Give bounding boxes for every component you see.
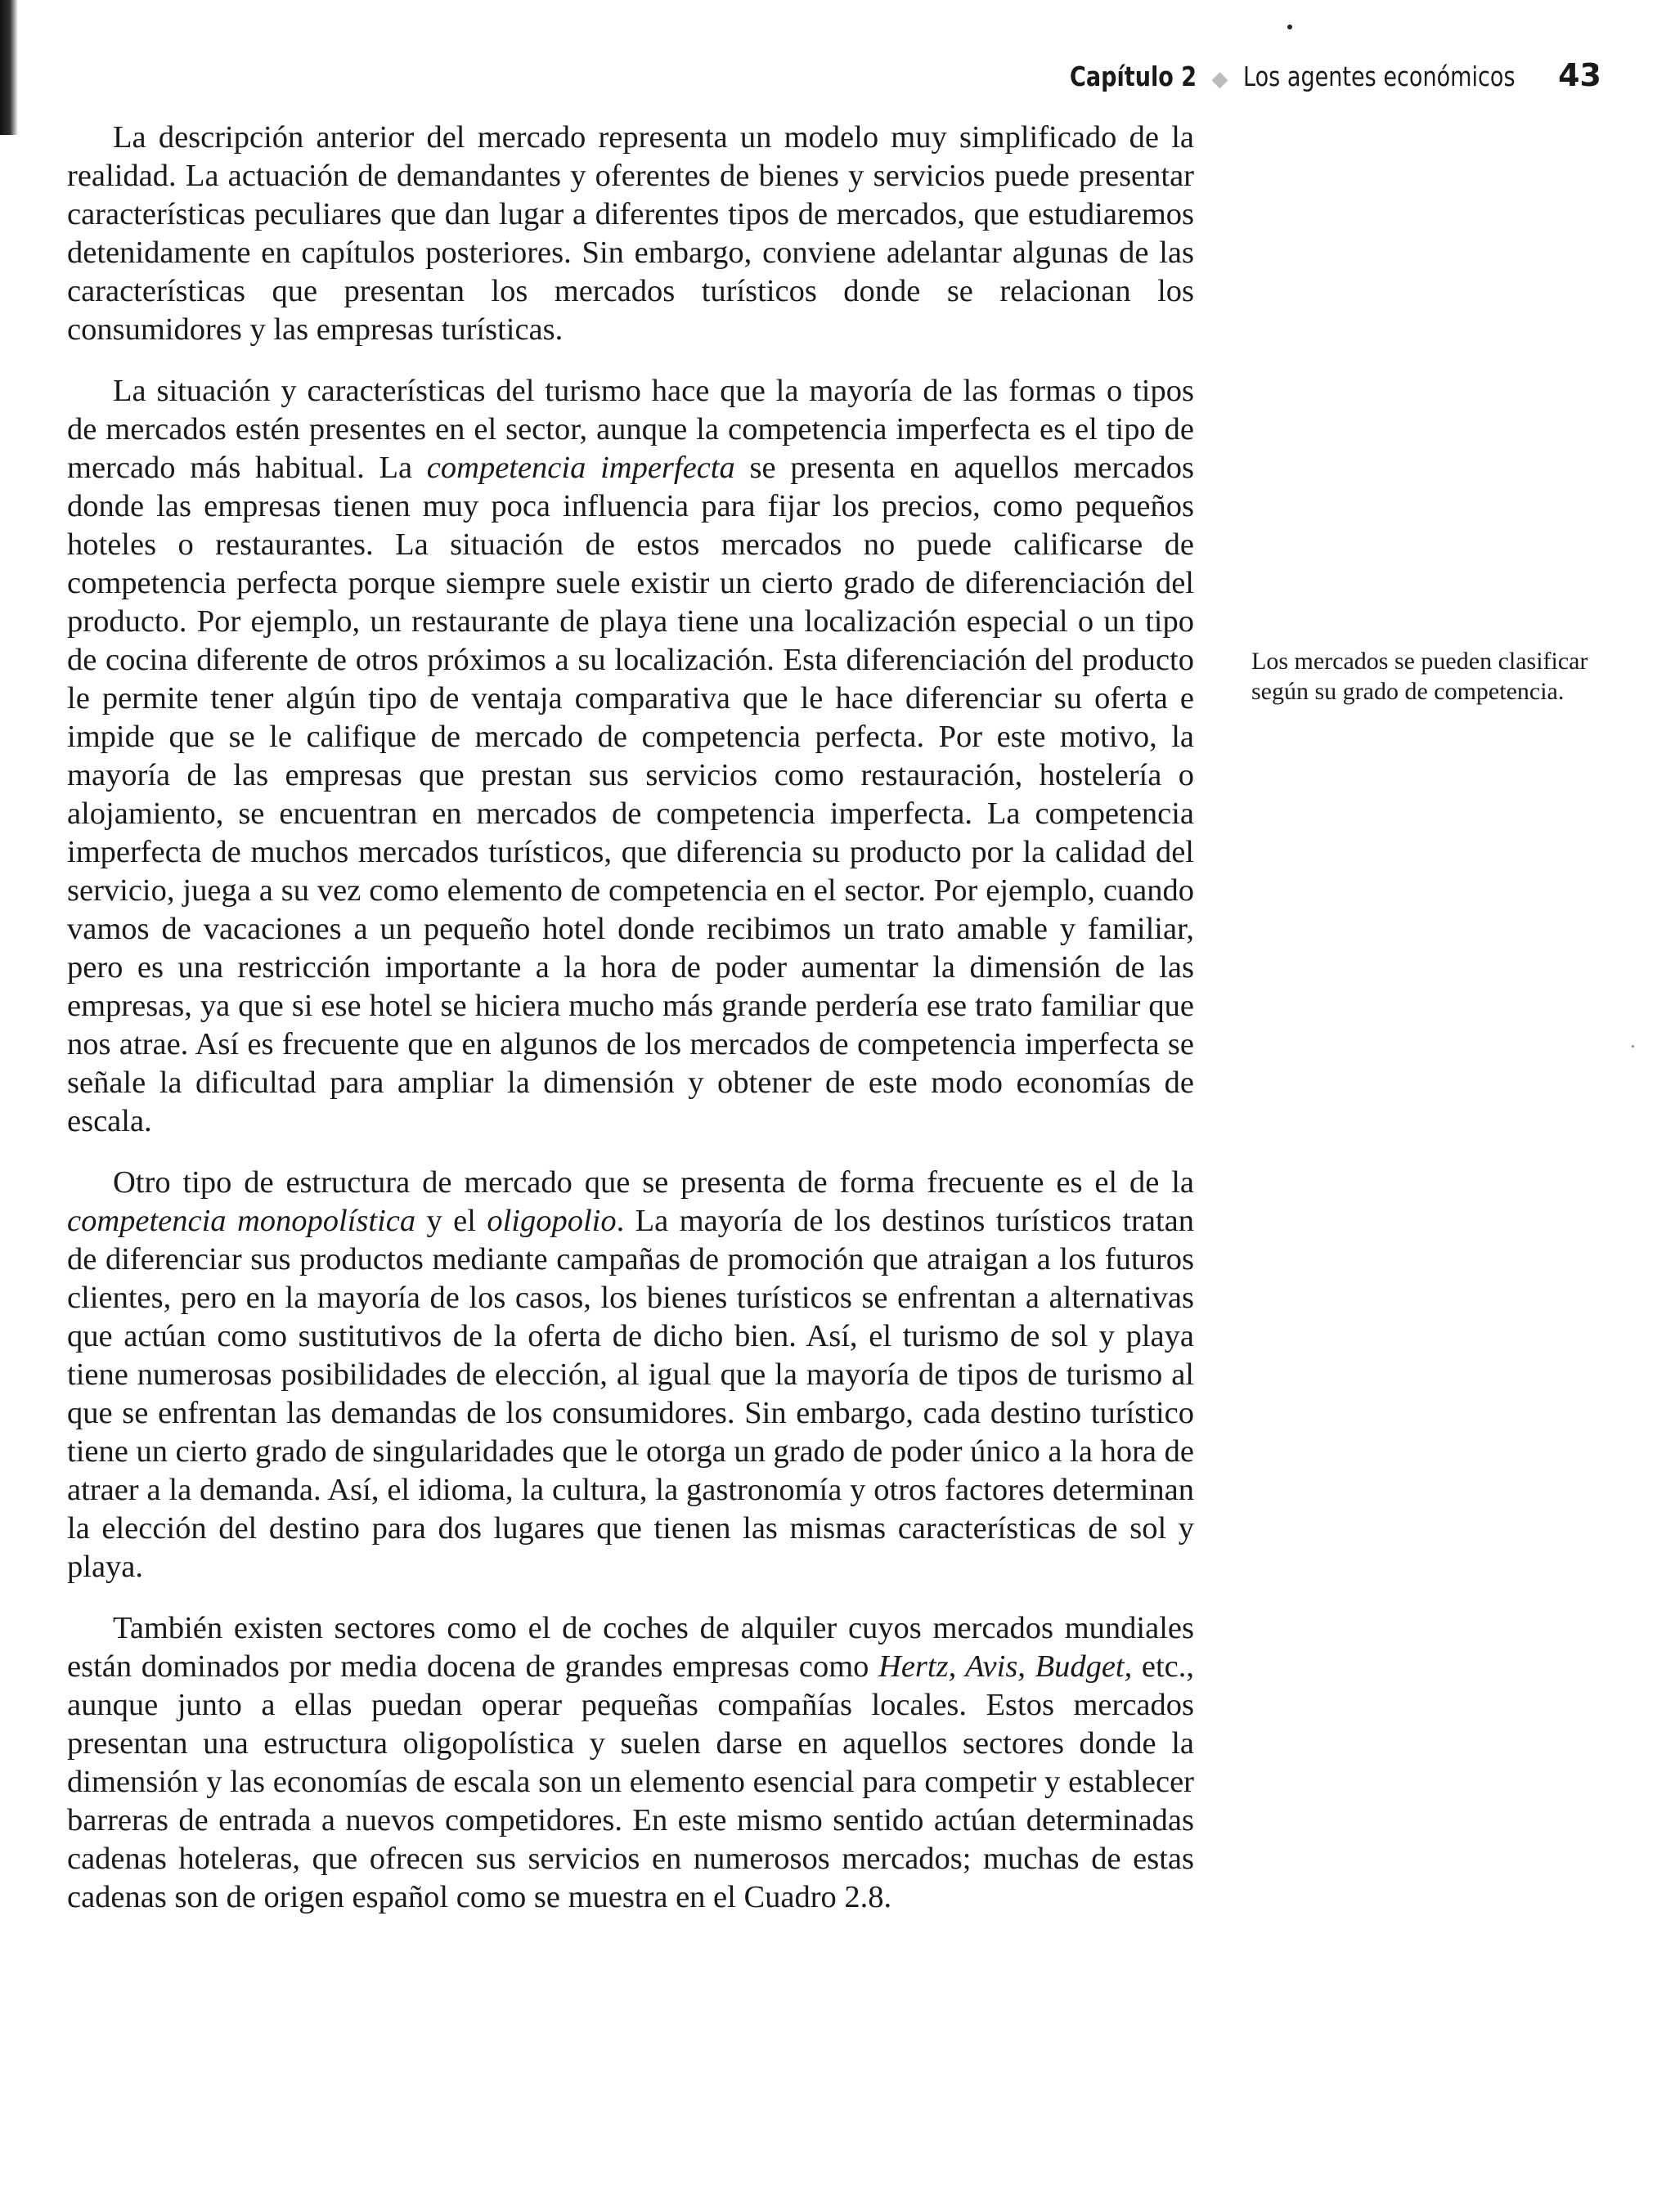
paragraph: [67, 1609, 1194, 1917]
paragraph: [67, 119, 1194, 349]
text-run: etc., aunque junto a ellas puedan operar pequeñas compañías locales. Estos mercados presentan una estructura oligopolística y suelen darse en aquellos sectores donde la dimensión y las economías de escala son un elemento esencial para competir y establecer barreras de entrada a nuevos competidores. En este mismo sentido actúan determinadas cadenas hoteleras, que ofrecen sus servicios en numerosos mercados; muchas de estas cadenas son de origen español como se muestra en el Cuadro 2.8.: [67, 1649, 1195, 1914]
text-run: Otro tipo de estructura de mercado que se presenta de forma frecuente es el de la: [113, 1165, 1194, 1200]
chapter-label: Capítulo 2: [1070, 61, 1197, 92]
scan-edge-artifact: [0, 0, 18, 135]
text-run: . La mayoría de los destinos turísticos tratan de diferenciar sus productos mediante campañas de promoción que atraigan a los futuros clientes, pero en la mayoría de los casos, los bienes turísticos se enfrentan a alternativas que actúan como sustitutivos de la oferta de dicho bien. Así, el turismo de sol y playa tiene numerosas posibilidades de elección, al igual que la mayoría de tipos de turismo al que se enfrentan las demandas de los consumidores. Sin embargo, cada destino turístico tiene un cierto grado de singularidades que le otorga un grado de poder único a la hora de atraer a la demanda. Así, el idioma, la cultura, la gastronomía y otros factores determinan la elección del destino para dos lugares que tienen las mismas características de sol y playa.: [67, 1204, 1194, 1584]
text-run: La situación y características del turismo hace que la mayoría de las formas o tipos de mercados estén presentes en el sector, aunque la competencia imperfecta es el tipo de mercado más habitual. La: [67, 374, 1194, 485]
main-text-column: [67, 119, 1194, 1940]
running-header: [1042, 57, 1601, 93]
scan-speck: [1632, 1045, 1634, 1048]
paragraph: [67, 1164, 1194, 1586]
section-title: Los agentes económicos: [1242, 61, 1516, 92]
diamond-separator-icon: ◆: [1211, 67, 1228, 92]
text-run: se presenta en aquellos mercados donde las empresas tienen muy poca influencia para fijar los precios, como pequeños hoteles o restaurantes. La situación de estos mercados no puede calificarse de competencia perfecta porque siempre suele existir un cierto grado de diferenciación del producto. Por ejemplo, un restaurante de playa tiene una localización especial o un tipo de cocina diferente de otros próximos a su localización. Esta diferenciación del producto le permite tener algún tipo de ventaja comparativa que le hace diferenciar su oferta e impide que se le califique de mercado de competencia perfecta. Por este motivo, la mayoría de las empresas que prestan sus servicios como restauración, hostelería o alojamiento, se encuentran en mercados de competencia imperfecta. La competencia imperfecta de muchos mercados turísticos, que diferencia su producto por la calidad del servicio, juega a su vez como elemento de competencia en el sector. Por ejemplo, cuando vamos de vacaciones a un pequeño hotel donde recibimos un trato amable y familiar, pero es una restricción importante a la hora de poder aumentar la dimensión de las empresas, ya que si ese hotel se hiciera mucho más grande perdería ese trato familiar que nos atrae. Así es frecuente que en algunos de los mercados de competencia imperfecta se señale la dificultad para ampliar la dimensión y obtener de este modo economías de escala.: [67, 451, 1194, 1138]
scan-speck: [1287, 25, 1292, 29]
page-number: 43: [1558, 57, 1601, 93]
italic-term: Hertz, Avis, Budget,: [878, 1649, 1133, 1684]
italic-term: competencia imperfecta: [426, 451, 735, 485]
italic-term: oligopolio: [487, 1204, 617, 1238]
paragraph: [67, 372, 1194, 1141]
italic-term: competencia monopolística: [67, 1204, 416, 1238]
text-run: La descripción anterior del mercado representa un modelo muy simplificado de la realidad. La actuación de demandantes y oferentes de bienes y servicios puede presentar características peculiares que dan lugar a diferentes tipos de mercados, que estudiaremos detenidamente en capítulos posteriores. Sin embargo, conviene adelantar algunas de las características que presentan los mercados turísticos donde se relacionan los consumidores y las empresas turísticas.: [67, 120, 1194, 347]
margin-note: Los mercados se pueden clasificar según su grado de competencia.: [1251, 648, 1588, 705]
text-run: y el: [415, 1204, 487, 1238]
text-run: También existen sectores como el de coches de alquiler cuyos mercados mundiales están dominados por media docena de grandes empresas como: [67, 1611, 1194, 1684]
